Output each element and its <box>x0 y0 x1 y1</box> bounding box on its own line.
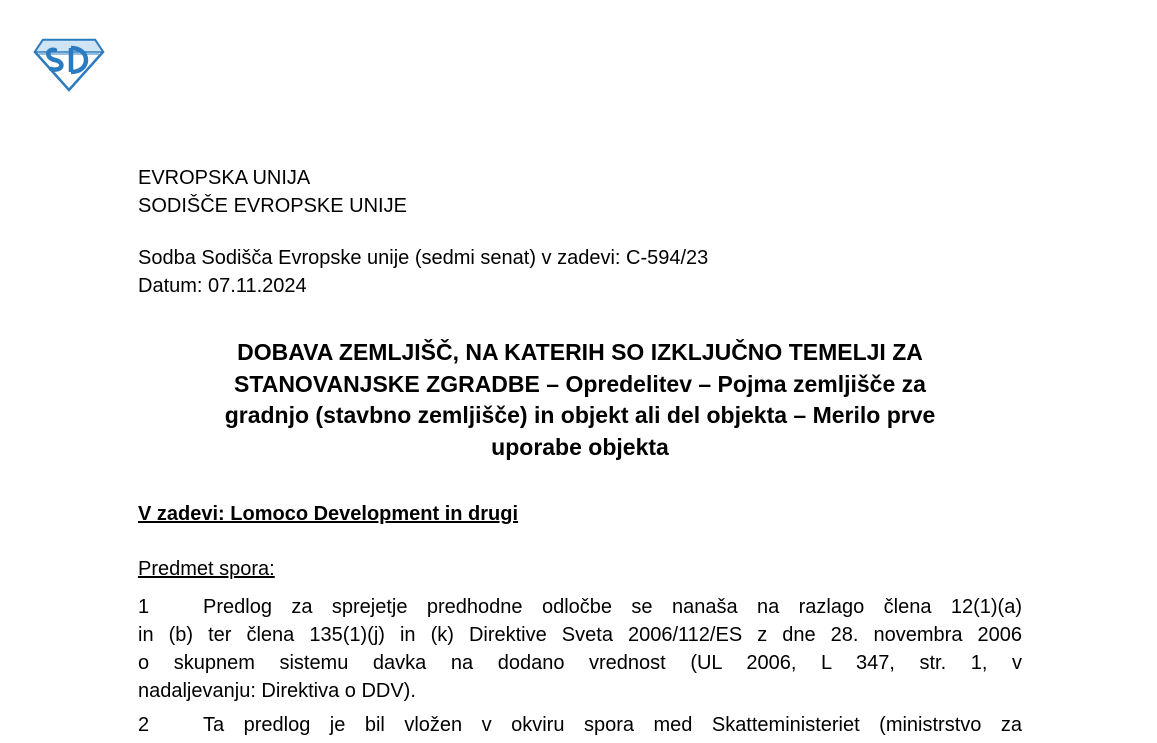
paragraph-1 <box>138 593 1022 705</box>
paragraph-text: Predlog za sprejetje predhodne odločbe se nanaša na razlago člena 12(1)(a) <box>203 596 1022 618</box>
title-line: uporabe objekta <box>491 433 669 460</box>
header-court: SODIŠČE EVROPSKE UNIJE <box>138 195 407 217</box>
judgment-reference: Sodba Sodišča Evropske unije (sedmi senat) v zadevi: C-594/23 <box>138 247 709 269</box>
title-line: DOBAVA ZEMLJIŠČ, NA KATERIH SO IZKLJUČNO TEMELJI ZA <box>237 339 923 365</box>
paragraph-text: Ta predlog je bil vložen v okviru spora med Skatteministeriet (ministrstvo za <box>203 714 1022 736</box>
title-line: gradnjo (stavbno zemljišče) in objekt ali del objekta – Merilo prve <box>224 402 936 428</box>
case-heading: V zadevi: Lomoco Development in drugi <box>138 503 519 525</box>
sd-diamond-logo-icon <box>33 36 105 92</box>
paragraph-number: 2 <box>138 714 150 736</box>
subject-heading: Predmet spora: <box>138 558 275 580</box>
title-line: STANOVANJSKE ZGRADBE – Opredelitev – Pojma zemljišče za <box>234 370 926 397</box>
paragraph-number: 1 <box>138 596 150 618</box>
paragraph-line: o skupnem sistemu davka na dodano vrednost (UL 2006, L 347, str. 1, v <box>138 652 1022 674</box>
paragraph-line: nadaljevanju: Direktiva o DDV). <box>138 680 416 702</box>
document-title <box>138 337 1022 463</box>
paragraph-line: in (b) ter člena 135(1)(j) in (k) Direktive Sveta 2006/112/ES z dne 28. novembra 2006 <box>138 624 1022 646</box>
header-eu: EVROPSKA UNIJA <box>138 167 311 189</box>
paragraph-line <box>138 593 1022 621</box>
judgment-date: Datum: 07.11.2024 <box>138 275 307 297</box>
paragraph-2 <box>138 711 1022 739</box>
paragraph-line <box>138 711 1022 739</box>
